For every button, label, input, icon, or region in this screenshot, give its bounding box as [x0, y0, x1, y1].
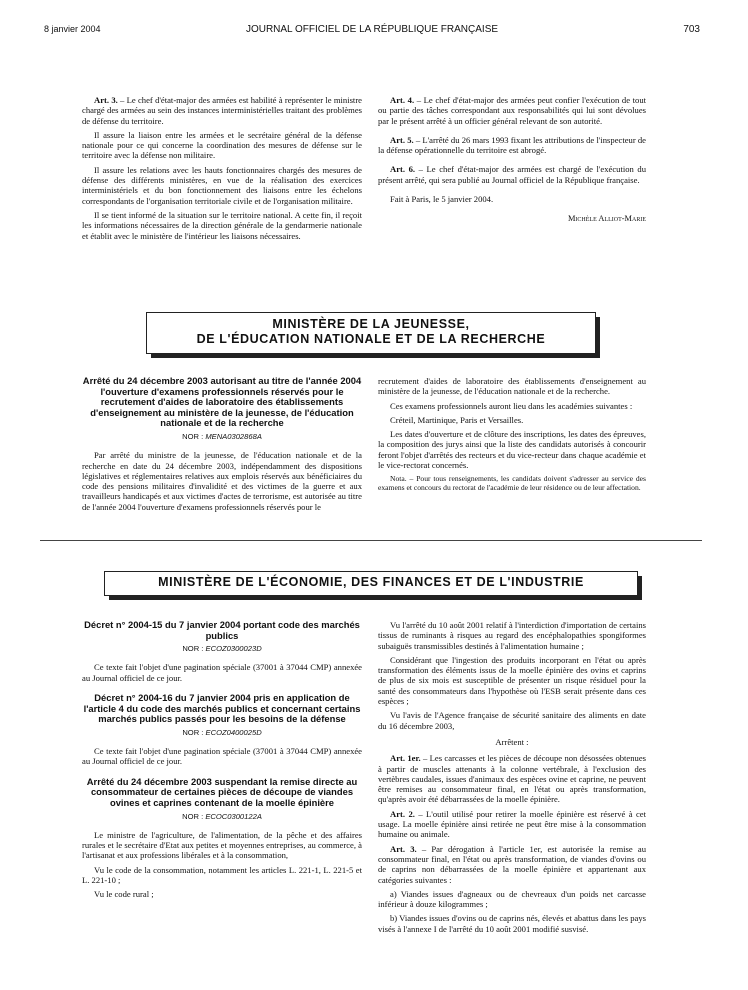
ministry-heading-line-1: MINISTÈRE DE LA JEUNESSE, [272, 317, 470, 331]
section2-left-column [82, 620, 362, 904]
top-right-column [378, 95, 646, 225]
decret-2004-15-nor: NOR : ECOZ0300023D [182, 644, 262, 654]
arrete-moelle-nor: NOR : ECOC0300122A [182, 811, 262, 821]
academies-list: Créteil, Martinique, Paris et Versailles. [390, 414, 524, 425]
article-2: Art. 2. – L'outil utilisé pour retirer la moelle épinière est réservé à cet usage. La moelle épinière ainsi retirée ne peut être mise à la consommation humaine ou animale. [378, 808, 647, 840]
ministres-paragraph: Le ministre de l'agriculture, de l'alimentation, de la pêche et des affaires rurales et le secrétaire d'Etat aux petites et moyennes entreprises, au commerce, à l'artisanat et aux professions libérales et à la consommation, [82, 829, 362, 861]
decret-2004-16-nor: NOR : ECOZ0400025D [182, 727, 262, 737]
considerant: Considérant que l'ingestion des produits incorporant en l'état ou après transformation des éléments issus de la moelle épinière des ovins et caprins de plus de six mois est susceptible de présenter un risque résiduel pour la santé des consommateurs dans l'hypothèse où l'ESB serait présente dans ces espèces ; [378, 654, 646, 707]
recrutement-paragraph: recrutement d'aides de laboratoire des établissements d'enseignement au ministère de la jeunesse, de l'éducation nationale et de la recherche. [378, 376, 646, 397]
fait-a-paris: Fait à Paris, le 5 janvier 2004. [390, 194, 494, 205]
arretent: Arrêtent : [495, 736, 529, 747]
section1-left-column [82, 376, 362, 516]
ministry-heading-economie [104, 571, 638, 596]
article-3-paragraph-4: Il se tient informé de la situation sur le territoire national. A cette fin, il reçoit les informations nécessaires de la direction générale de la gendarmerie nationale et établit avec le ministère de l'intérieur les liaisons nécessaires. [82, 209, 362, 241]
ministry-heading-education [146, 312, 596, 354]
header-page-number: 703 [683, 24, 700, 35]
decret-2004-16-title: Décret n° 2004-16 du 7 janvier 2004 pris en application de l'article 4 du code des marchés publics et concernant certains marchés publics passés pour les besoins de la défense [83, 692, 361, 725]
vu-arrete-2001: Vu l'arrêté du 10 août 2001 relatif à l'interdiction d'importation de certains tissus de ruminants à risques au regard des encéphalopathies spongiformes subaiguës transmissibles destinés à l'alimentation humaine ; [378, 620, 646, 651]
academies-paragraph: Ces examens professionnels auront lieu dans les académies suivantes : [390, 400, 633, 411]
article-1: Art. 1er. – Les carcasses et les pièces de découpe non désossées obtenues à partir de muscles attenants à la colonne vertébrale, à l'exclusion des vertèbres caudales, issues d'animaux des espèces ovine et caprine, ne peuvent être remises au consommateur final, en l'état ou après transformation, qu'après avoir été débarrassées de la moelle épinière. [378, 753, 646, 805]
article-4: Art. 4. – Le chef d'état-major des armées peut confier l'exécution de tout ou partie des tâches correspondant aux responsabilités qui lui sont dévolues par le présent arrêté à un officier général relevant de son autorité. [378, 95, 646, 126]
arrete-title-examens: Arrêté du 24 décembre 2003 autorisant au titre de l'année 2004 l'ouverture d'examens professionnels réservés pour le recrutement d'aides de laboratoire des établissements d'enseignement au ministère de la jeunesse, de l'éducation nationale et de la recherche [82, 375, 362, 429]
section2-right-column [378, 620, 646, 938]
header-journal-title: JOURNAL OFFICIEL DE LA RÉPUBLIQUE FRANÇAISE [245, 24, 499, 35]
vu-avis-afssa: Vu l'avis de l'Agence française de sécurité sanitaire des aliments en date du 16 décembre 2003, [378, 710, 646, 731]
dates-paragraph: Les dates d'ouverture et de clôture des inscriptions, les dates des épreuves, la composition des jurys ainsi que la liste des candidats autorisés à concourir feront l'objet d'arrêtés des recteurs et du vice-recteur dans chaque académie et le vice-rectorat concernés. [378, 429, 646, 471]
item-b: b) Viandes issues d'ovins ou de caprins nés, élevés et abattus dans les pays visés à l'annexe I de l'arrêté du 10 août 2001 modifié susvisé. [378, 913, 646, 934]
section-divider [40, 540, 702, 541]
article-3: Art. 3. – Le chef d'état-major des armées est habilité à représenter le ministre chargé des armées au sein des instances interministérielles traitant des problèmes de défense du territoire. [82, 95, 362, 126]
header-date: 8 janvier 2004 [44, 24, 101, 34]
arrete-body: Par arrêté du ministre de la jeunesse, de l'éducation nationale et de la recherche en date du 24 décembre 2003, indépendamment des dispositions législatives et réglementaires relatives aux emplois réservés aux bénéficiaires du code des pensions militaires d'invalidité et des victimes de la guerre et aux travailleurs handicapés et aux victimes d'actes de terrorisme, est autorisée au titre de l'année 2004 l'ouverture d'examens professionnels réservés pour le [82, 450, 362, 512]
signature: Michèle Alliot-Marie [567, 214, 646, 224]
article-3-paragraph-3: Il assure les relations avec les hauts fonctionnaires chargés des mesures de défense des différents ministères, en vue de la réalisation des exercices interministériels et du bon fonctionnement des liaisons entre les échelons correspondants de l'organisation territoriale civile et de l'organisation militaire. [82, 164, 362, 206]
decret-2004-15-title: Décret n° 2004-15 du 7 janvier 2004 portant code des marchés publics [84, 619, 360, 641]
article-3-paragraph-2: Il assure la liaison entre les armées et le secrétaire général de la défense nationale pour ce qui concerne la coordination des mesures de défense sur le territoire avec la défense non militaire. [82, 129, 362, 161]
nor-reference: NOR : MENA0302868A [182, 431, 262, 441]
nota: Nota. – Pour tous renseignements, les candidats doivent s'adresser au service des examens et concours du rectorat de l'académie de leur résidence ou de leur affectation. [378, 474, 646, 493]
vu-code-rural: Vu le code rural ; [94, 889, 154, 900]
top-left-column [82, 95, 362, 245]
article-5: Art. 5. – L'arrêté du 26 mars 1993 fixant les attributions de l'inspecteur de la défense opérationnelle du territoire est abrogé. [378, 134, 646, 156]
vu-code-consommation: Vu le code de la consommation, notamment les articles L. 221-1, L. 221-5 et L. 221-10 ; [82, 864, 362, 886]
item-a: a) Viandes issues d'agneaux ou de chevreaux d'un poids net carcasse inférieur à douze kilogrammes ; [378, 888, 646, 910]
arrete-moelle-title: Arrêté du 24 décembre 2003 suspendant la remise directe au consommateur de certaines pièces de découpe de viandes ovines et caprines contenant de la moelle épinière [86, 775, 358, 808]
page-header [44, 24, 700, 38]
article-3-derogation: Art. 3. – Par dérogation à l'article 1er, est autorisée la remise au consommateur final, en l'état ou après transformation, de viandes d'ovins ou de caprins non débarrassées de la moelle épinière et appartenant aux catégories suivantes : [378, 843, 647, 885]
article-6: Art. 6. – Le chef d'état-major des armées est chargé de l'exécution du présent arrêté, qui sera publié au Journal officiel de la République française. [378, 164, 647, 185]
decret-2004-16-text: Ce texte fait l'objet d'une pagination spéciale (37001 à 37044 CMP) annexée au Journal officiel de ce jour. [82, 746, 362, 767]
decret-2004-15-text: Ce texte fait l'objet d'une pagination spéciale (37001 à 37044 CMP) annexée au Journal officiel de ce jour. [82, 662, 362, 683]
ministry-heading-line-2: DE L'ÉDUCATION NATIONALE ET DE LA RECHERCHE [196, 332, 546, 346]
ministry2-heading-line: MINISTÈRE DE L'ÉCONOMIE, DES FINANCES ET DE L'INDUSTRIE [158, 575, 584, 589]
section1-right-column [378, 376, 646, 496]
